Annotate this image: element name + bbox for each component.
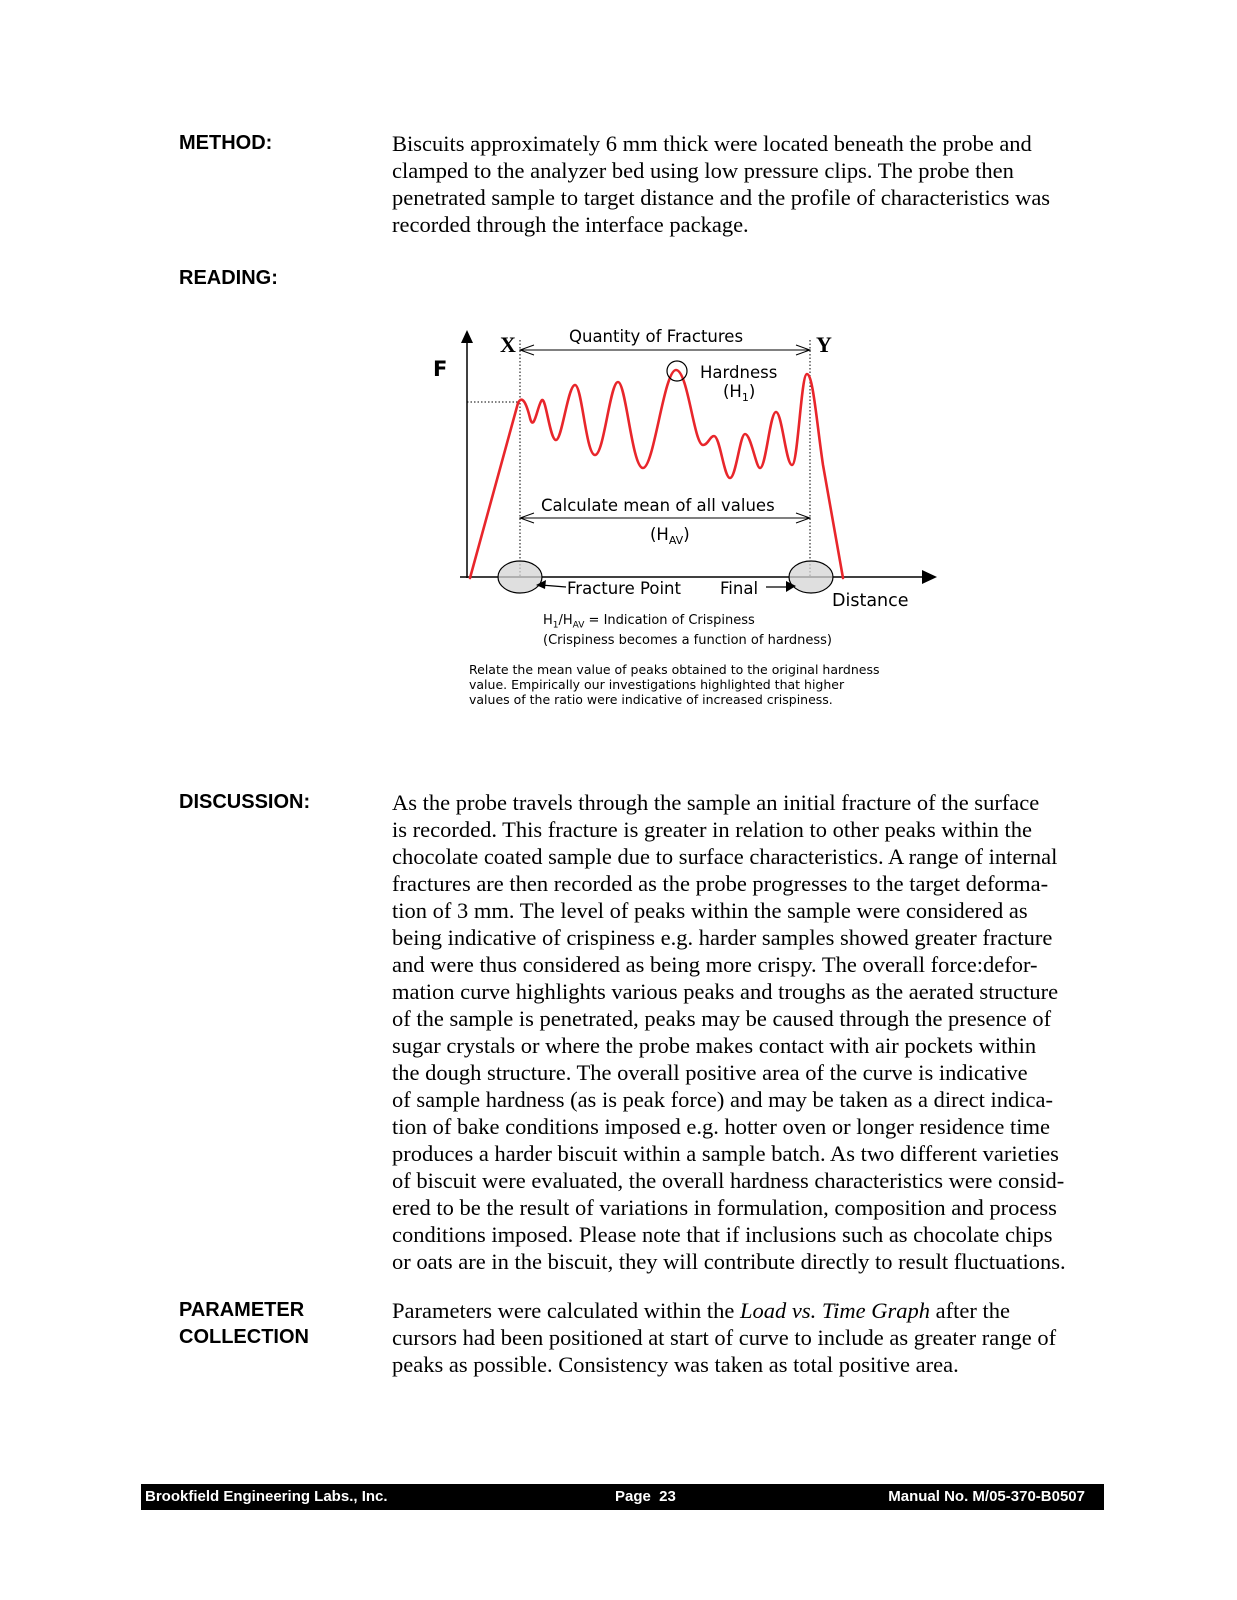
parameter-collection-label: [179, 1297, 309, 1351]
final-point-ellipse: [789, 561, 833, 593]
quantity-of-fractures-label: Quantity of Fractures: [569, 327, 744, 346]
discussion-line: mation curve highlights various peaks and troughs as the aerated structure: [392, 979, 1059, 1004]
discussion-line: or oats are in the biscuit, they will contribute directly to result fluctuations.: [392, 1249, 1066, 1274]
footer-manual-number: Manual No. M/05-370-B0507: [888, 1488, 1085, 1505]
discussion-label: DISCUSSION:: [179, 791, 311, 813]
discussion-line: chocolate coated sample due to surface characteristics. A range of internal: [392, 844, 1058, 869]
fracture-point-label: Fracture Point: [567, 579, 681, 598]
x-axis-label: Distance: [832, 591, 909, 611]
hardness-symbol: $(H_1)$: [723, 382, 756, 404]
parameter-line: peaks as possible. Consistency was taken as total positive area.: [392, 1352, 959, 1377]
ratio-formula: $H_1/H_{AV}$ = Indication of Crispiness: [543, 613, 755, 631]
discussion-line: and were thus considered as being more crispy. The overall force:defor-: [392, 952, 1038, 977]
method-line: Biscuits approximately 6 mm thick were located beneath the probe and: [392, 131, 1032, 156]
discussion-line: is recorded. This fracture is greater in relation to other peaks within the: [392, 817, 1032, 842]
reading-label: READING:: [179, 267, 278, 289]
caption-line: values of the ratio were indicative of increased crispiness.: [469, 692, 833, 707]
mean-label: Calculate mean of all values: [541, 496, 775, 515]
x-axis-arrowhead: [922, 570, 937, 584]
method-text: [392, 130, 1112, 238]
final-label: Final: [720, 579, 759, 598]
graph-name: Load vs. Time Graph: [739, 1298, 931, 1323]
footer-page-number: Page 23: [615, 1488, 676, 1505]
discussion-line: ered to be the result of variations in formulation, composition and process: [392, 1195, 1057, 1220]
figure-caption: [469, 662, 929, 707]
discussion-line: conditions imposed. Please note that if inclusions such as chocolate chips: [392, 1222, 1053, 1247]
discussion-line: As the probe travels through the sample an initial fracture of the surface: [392, 790, 1040, 815]
discussion-line: of sample hardness (as is peak force) and may be taken as a direct indica-: [392, 1087, 1053, 1112]
discussion-line: of biscuit were evaluated, the overall hardness characteristics were consid-: [392, 1168, 1065, 1193]
marker-y-label: Y: [816, 332, 832, 357]
caption-line: Relate the mean value of peaks obtained to the original hardness: [469, 662, 880, 677]
method-line: recorded through the interface package.: [392, 212, 749, 237]
diagram-svg: [420, 318, 960, 618]
parameter-line: cursors had been positioned at start of curve to include as greater range of: [392, 1325, 1057, 1350]
crispiness-diagram: [420, 318, 960, 618]
mean-symbol: $(H_{AV})$: [650, 525, 690, 547]
y-axis-arrowhead: [461, 330, 473, 343]
discussion-line: the dough structure. The overall positive area of the curve is indicative: [392, 1060, 1028, 1085]
fracture-point-ellipse: [498, 561, 542, 593]
footer-company: Brookfield Engineering Labs., Inc.: [145, 1488, 388, 1505]
discussion-line: fractures are then recorded as the probe progresses to the target deforma-: [392, 871, 1049, 896]
discussion-line: tion of 3 mm. The level of peaks within the sample were considered as: [392, 898, 1028, 923]
caption-line: value. Empirically our investigations highlighted that higher: [469, 677, 845, 692]
discussion-line: tion of bake conditions imposed e.g. hotter oven or longer residence time: [392, 1114, 1050, 1139]
discussion-line: of the sample is penetrated, peaks may be caused through the presence of: [392, 1006, 1052, 1031]
parameter-text: [392, 1297, 1112, 1378]
discussion-line: produces a harder biscuit within a sample batch. As two different varieties: [392, 1141, 1059, 1166]
ratio-note: (Crispiness becomes a function of hardness): [543, 633, 833, 648]
method-line: penetrated sample to target distance and the profile of characteristics was: [392, 185, 1051, 210]
discussion-line: sugar crystals or where the probe makes contact with air pockets within: [392, 1033, 1037, 1058]
force-curve: [470, 370, 843, 578]
parameter-label-line: COLLECTION: [179, 1326, 309, 1348]
method-label: METHOD:: [179, 132, 273, 154]
discussion-line: being indicative of crispiness e.g. harder samples showed greater fracture: [392, 925, 1053, 950]
hardness-label: Hardness: [700, 363, 778, 382]
marker-x-label: X: [500, 332, 516, 357]
parameter-line: Parameters were calculated within the Load vs. Time Graph after the: [392, 1298, 1010, 1323]
method-line: clamped to the analyzer bed using low pressure clips. The probe then: [392, 158, 1014, 183]
page-footer: [141, 1484, 1104, 1510]
parameter-label-line: PARAMETER: [179, 1299, 305, 1321]
y-axis-label: F: [433, 357, 448, 381]
discussion-text: [392, 789, 1112, 1275]
